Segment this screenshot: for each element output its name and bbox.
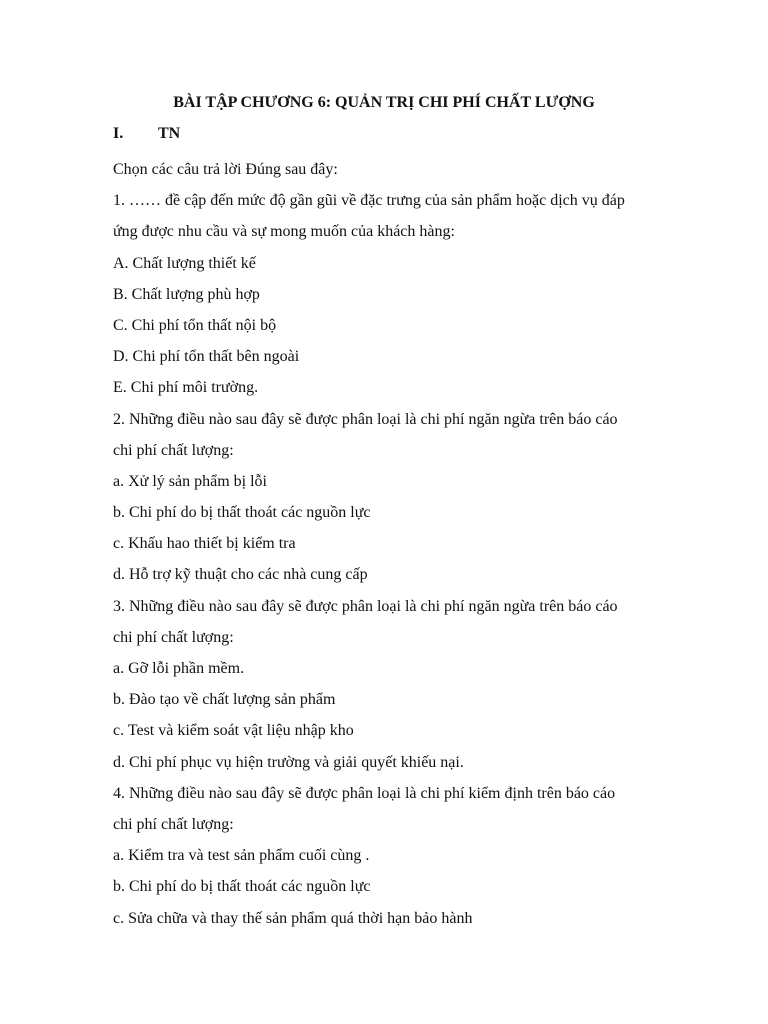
- text-line: C. Chi phí tổn thất nội bộ: [113, 316, 277, 334]
- text-line: c. Test và kiểm soát vật liệu nhập kho: [113, 722, 354, 740]
- text-line: a. Kiểm tra và test sản phẩm cuối cùng .: [113, 847, 370, 865]
- text-line: B. Chất lượng phù hợp: [113, 285, 260, 303]
- text-line: ứng được nhu cầu và sự mong muốn của khách hàng:: [113, 223, 455, 241]
- text-line: d. Chi phí phục vụ hiện trường và giải quyết khiếu nại.: [113, 753, 464, 771]
- text-line: b. Chi phí do bị thất thoát các nguồn lực: [113, 878, 371, 896]
- text-line: b. Chi phí do bị thất thoát các nguồn lực: [113, 504, 371, 522]
- text-line: c. Khấu hao thiết bị kiểm tra: [113, 535, 296, 553]
- section-number: I.: [113, 125, 124, 142]
- text-line: 4. Những điều nào sau đây sẽ được phân loại là chi phí kiểm định trên báo cáo: [113, 784, 616, 802]
- section-title: TN: [158, 125, 181, 142]
- text-line: a. Xử lý sản phẩm bị lỗi: [113, 472, 267, 490]
- text-line: 2. Những điều nào sau đây sẽ được phân loại là chi phí ngăn ngừa trên báo cáo: [113, 410, 618, 428]
- text-line: c. Sửa chữa và thay thế sản phẩm quá thời hạn bảo hành: [113, 909, 473, 927]
- text-line: b. Đào tạo về chất lượng sản phẩm: [113, 691, 336, 709]
- text-line: D. Chi phí tổn thất bên ngoài: [113, 348, 300, 366]
- document-title: BÀI TẬP CHƯƠNG 6: QUẢN TRỊ CHI PHÍ CHẤT LƯỢNG: [173, 94, 595, 111]
- text-line: chi phí chất lượng:: [113, 815, 234, 833]
- section-heading: [113, 123, 180, 145]
- text-line: Chọn các câu trả lời Đúng sau đây:: [113, 161, 338, 178]
- text-line: a. Gỡ lỗi phần mềm.: [113, 660, 245, 677]
- text-line: A. Chất lượng thiết kế: [113, 254, 256, 272]
- document-body: [113, 154, 653, 934]
- text-line: d. Hỗ trợ kỹ thuật cho các nhà cung cấp: [113, 566, 368, 584]
- text-line: 3. Những điều nào sau đây sẽ được phân loại là chi phí ngăn ngừa trên báo cáo: [113, 597, 618, 615]
- text-line: 1. …… đề cập đến mức độ gần gũi về đặc trưng của sản phẩm hoặc dịch vụ đáp: [113, 192, 625, 210]
- text-line: chi phí chất lượng:: [113, 441, 234, 459]
- text-line: E. Chi phí môi trường.: [113, 379, 259, 397]
- text-line: chi phí chất lượng:: [113, 628, 234, 646]
